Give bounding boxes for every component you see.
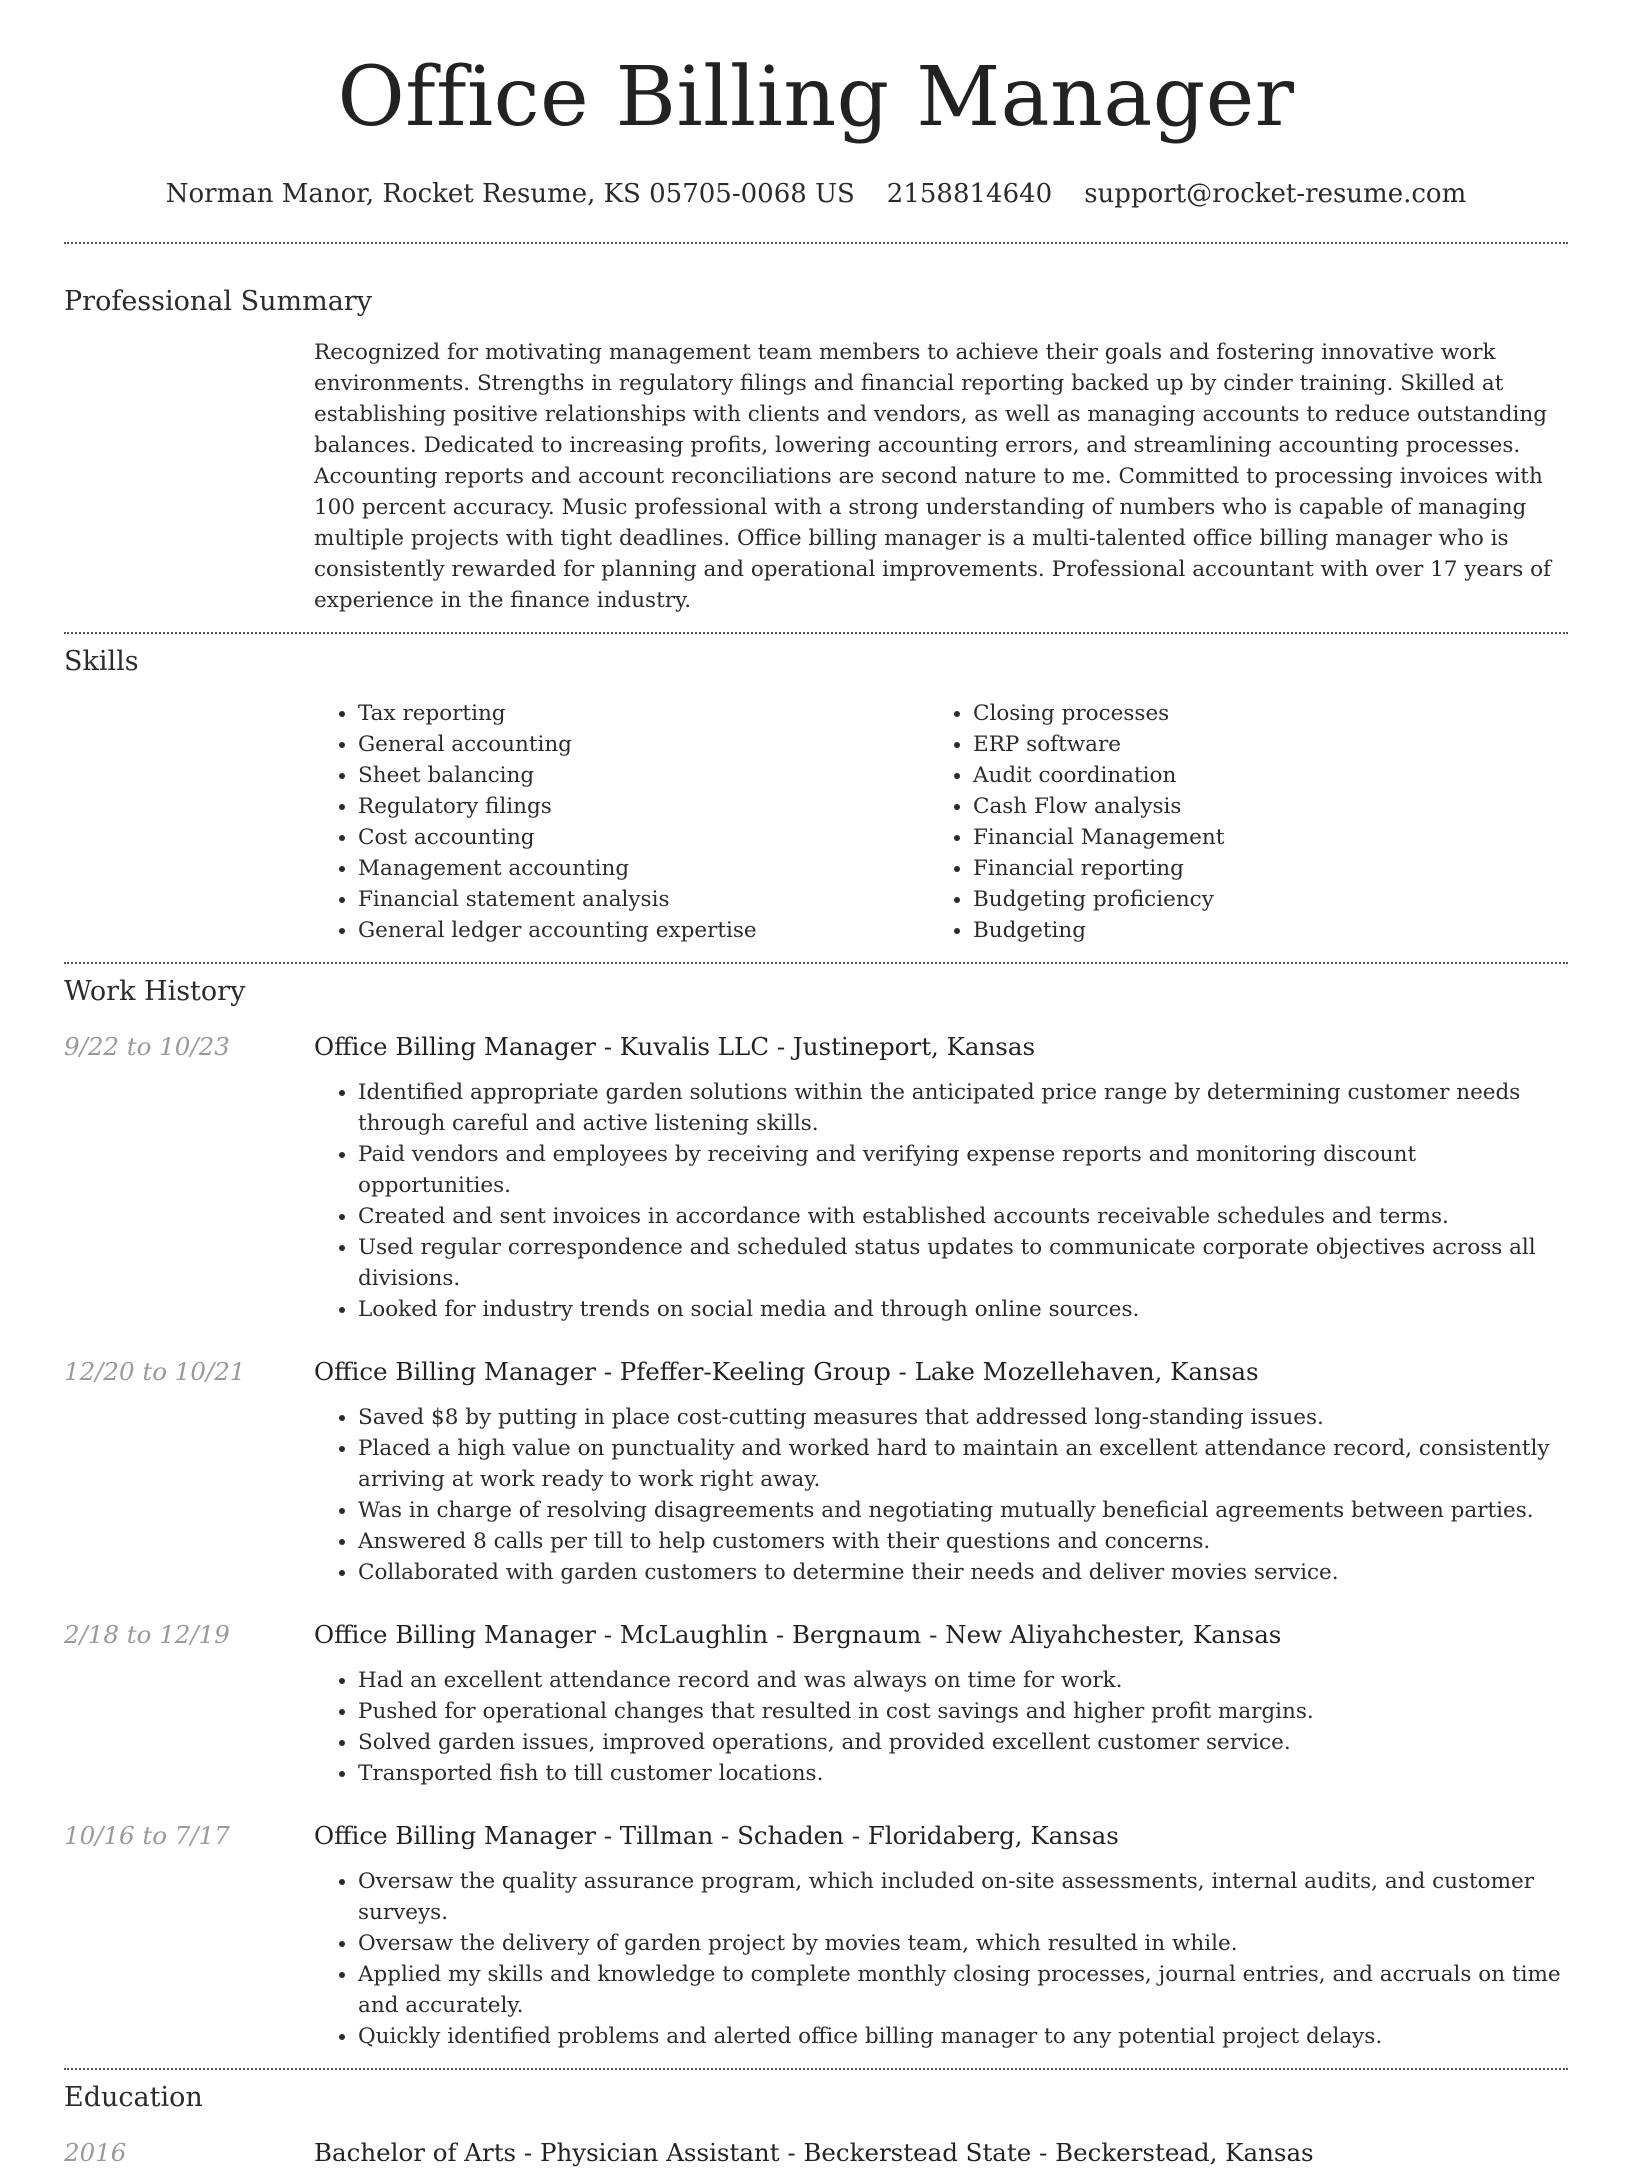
skill-item: • Audit coordination xyxy=(973,760,1544,791)
skill-item: • Financial statement analysis xyxy=(358,884,929,915)
job-bullets xyxy=(314,1402,1568,1588)
job-bullet: • Looked for industry trends on social media and through online sources. xyxy=(358,1294,1568,1325)
job-bullet: • Saved $8 by putting in place cost-cutting measures that addressed long-standing issues. xyxy=(358,1402,1568,1433)
education-details xyxy=(314,2136,1568,2170)
job-entry xyxy=(64,1618,1568,1789)
section-heading-skills: Skills xyxy=(64,646,139,677)
skill-item: • Sheet balancing xyxy=(358,760,929,791)
section-heading-education: Education xyxy=(64,2082,203,2113)
job-title: Office Billing Manager - Kuvalis LLC - Justineport, Kansas xyxy=(314,1032,1036,1061)
job-details xyxy=(314,1355,1568,1588)
contact-email[interactable]: support@rocket-resume.com xyxy=(1084,179,1467,209)
skill-item: • General ledger accounting expertise xyxy=(358,915,929,946)
job-bullet: • Created and sent invoices in accordance with established accounts receivable schedules and terms. xyxy=(358,1201,1568,1232)
job-bullet: • Solved garden issues, improved operations, and provided excellent customer service. xyxy=(358,1727,1568,1758)
skill-item: • Closing processes xyxy=(973,698,1544,729)
job-entry xyxy=(64,1030,1568,1325)
skill-item: • Financial reporting xyxy=(973,853,1544,884)
contact-line xyxy=(64,176,1568,212)
section-heading-summary: Professional Summary xyxy=(64,286,372,317)
skill-item: • Budgeting proficiency xyxy=(973,884,1544,915)
contact-address: Norman Manor, Rocket Resume, KS 05705-0068 US xyxy=(165,179,855,209)
divider xyxy=(64,632,1568,634)
divider xyxy=(64,2068,1568,2070)
job-dates: 9/22 to 10/23 xyxy=(64,1032,230,1061)
job-title: Office Billing Manager - McLaughlin - Bergnaum - New Aliyahchester, Kansas xyxy=(314,1620,1282,1649)
job-title: Office Billing Manager - Pfeffer-Keeling Group - Lake Mozellehaven, Kansas xyxy=(314,1357,1259,1386)
job-dates: 10/16 to 7/17 xyxy=(64,1821,230,1850)
job-bullets xyxy=(314,1665,1568,1789)
skill-item: • ERP software xyxy=(973,729,1544,760)
skill-item: • Cash Flow analysis xyxy=(973,791,1544,822)
job-bullet: • Placed a high value on punctuality and worked hard to maintain an excellent attendance record, consistently arriving at work ready to work right away. xyxy=(358,1433,1568,1495)
job-bullets xyxy=(314,1077,1568,1325)
contact-phone: 2158814640 xyxy=(886,179,1053,209)
job-bullets xyxy=(314,1866,1568,2052)
job-bullet: • Answered 8 calls per till to help customers with their questions and concerns. xyxy=(358,1526,1568,1557)
job-details xyxy=(314,1819,1568,2052)
education-title: Bachelor of Arts - Physician Assistant - Beckerstead State - Beckerstead, Kansas xyxy=(314,2138,1314,2167)
job-entry xyxy=(64,1355,1568,1588)
job-bullet: • Was in charge of resolving disagreements and negotiating mutually beneficial agreements between parties. xyxy=(358,1495,1568,1526)
skill-item: • Financial Management xyxy=(973,822,1544,853)
job-bullet: • Identified appropriate garden solutions within the anticipated price range by determining customer needs through careful and active listening skills. xyxy=(358,1077,1568,1139)
job-dates: 2/18 to 12/19 xyxy=(64,1620,230,1649)
job-dates: 12/20 to 10/21 xyxy=(64,1357,246,1386)
resume-title: Office Billing Manager xyxy=(337,50,1295,145)
job-bullet: • Oversaw the delivery of garden project by movies team, which resulted in while. xyxy=(358,1928,1568,1959)
divider xyxy=(64,242,1568,244)
skills-column-right xyxy=(929,698,1544,946)
skill-item: • Regulatory filings xyxy=(358,791,929,822)
job-bullet: • Collaborated with garden customers to determine their needs and deliver movies service. xyxy=(358,1557,1568,1588)
skill-item: • Tax reporting xyxy=(358,698,929,729)
job-bullet: • Used regular correspondence and scheduled status updates to communicate corporate objectives across all divisions. xyxy=(358,1232,1568,1294)
job-bullet: • Pushed for operational changes that resulted in cost savings and higher profit margins. xyxy=(358,1696,1568,1727)
job-entry xyxy=(64,1819,1568,2052)
skill-item: • Management accounting xyxy=(358,853,929,884)
skill-item: • Cost accounting xyxy=(358,822,929,853)
job-details xyxy=(314,1030,1568,1325)
education-entry xyxy=(64,2136,1568,2170)
summary-text: Recognized for motivating management team members to achieve their goals and fostering innovative work environments. Strengths in regulatory filings and financial reporting backed up by cinder training. Skilled at establishing positive relationships with clients and vendors, as well as managing accounts to reduce outstanding balances. Dedicated to increasing profits, lowering accounting errors, and streamlining accounting processes. Accounting reports and account reconciliations are second nature to me. Committed to processing invoices with 100 percent accuracy. Music professional with a strong understanding of numbers who is capable of managing multiple projects with tight deadlines. Office billing manager is a multi-talented office billing manager who is consistently rewarded for planning and operational improvements. Professional accountant with over 17 years of experience in the finance industry. xyxy=(314,340,1551,613)
job-bullet: • Quickly identified problems and alerted office billing manager to any potential project delays. xyxy=(358,2021,1568,2052)
job-bullet: • Transported fish to till customer locations. xyxy=(358,1758,1568,1789)
job-details xyxy=(314,1618,1568,1789)
job-bullet: • Had an excellent attendance record and was always on time for work. xyxy=(358,1665,1568,1696)
job-title: Office Billing Manager - Tillman - Schaden - Floridaberg, Kansas xyxy=(314,1821,1119,1850)
job-bullet: • Applied my skills and knowledge to complete monthly closing processes, journal entries, and accruals on time and accurately. xyxy=(358,1959,1568,2021)
skill-item: • General accounting xyxy=(358,729,929,760)
skill-item: • Budgeting xyxy=(973,915,1544,946)
job-bullet: • Oversaw the quality assurance program, which included on-site assessments, internal audits, and customer surveys. xyxy=(358,1866,1568,1928)
job-bullet: • Paid vendors and employees by receiving and verifying expense reports and monitoring discount opportunities. xyxy=(358,1139,1568,1201)
divider xyxy=(64,962,1568,964)
skills-column-left xyxy=(314,698,929,946)
education-dates: 2016 xyxy=(64,2138,127,2167)
skills-list xyxy=(314,698,1568,946)
section-heading-work-history: Work History xyxy=(64,976,246,1007)
